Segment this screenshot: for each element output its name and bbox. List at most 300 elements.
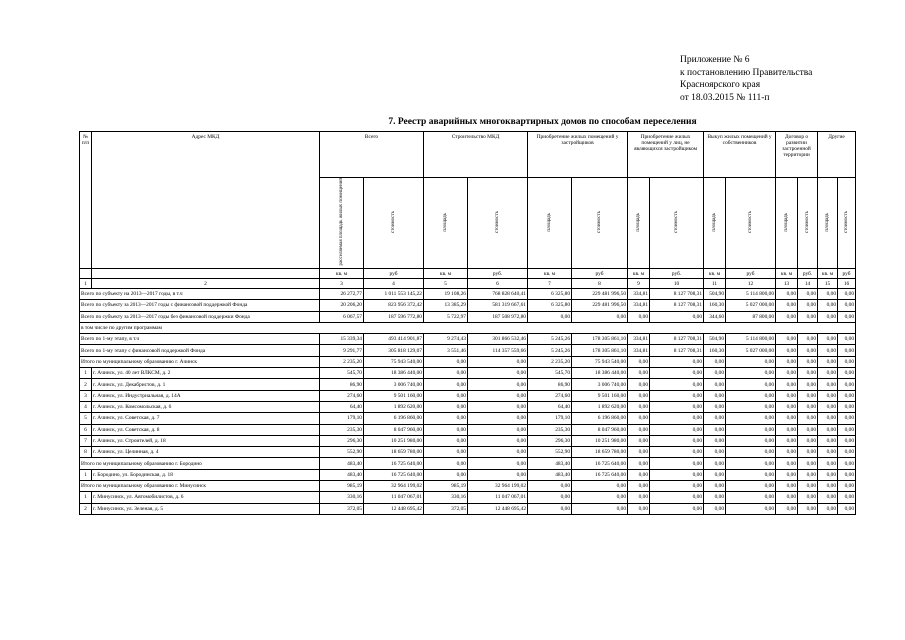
- value-cell: 0,00: [628, 413, 650, 424]
- col-number: 10: [650, 279, 704, 289]
- value-cell: 0,00: [628, 447, 650, 458]
- subheader-cost: стоимость: [650, 178, 704, 269]
- value-cell: 0,00: [424, 390, 468, 401]
- header-acq-non-builders: Приобретение жилых помещений у лиц, не являющихся застройщиком: [628, 132, 704, 178]
- value-cell: 0,00: [468, 368, 528, 379]
- value-cell: 0,00: [818, 413, 838, 424]
- value-cell: 0,00: [628, 356, 650, 367]
- unit-cell: руб.: [468, 269, 528, 279]
- value-cell: 0,00: [726, 435, 776, 446]
- row-label: Итого по муниципальному образованию г. Ачинск: [80, 356, 320, 367]
- value-cell: 0,00: [818, 311, 838, 322]
- table-row: [80, 390, 856, 401]
- value-cell: 0,00: [818, 368, 838, 379]
- value-cell: 9 291,77: [320, 345, 364, 356]
- value-cell: 0,00: [776, 469, 798, 480]
- value-cell: 0,00: [628, 311, 650, 322]
- value-cell: 0,00: [838, 469, 856, 480]
- value-cell: 1 011 553 145,22: [364, 289, 424, 300]
- value-cell: 0,00: [838, 401, 856, 412]
- value-cell: 0,00: [776, 458, 798, 469]
- value-cell: 0,00: [704, 379, 726, 390]
- value-cell: 504,90: [704, 334, 726, 345]
- value-cell: 160,30: [704, 300, 726, 311]
- value-cell: 6 325,80: [528, 289, 572, 300]
- value-cell: 0,00: [798, 492, 818, 503]
- row-number: 5: [80, 413, 92, 424]
- value-cell: 178 305 861,10: [572, 334, 628, 345]
- col-number: 12: [726, 279, 776, 289]
- value-cell: 8 047 960,00: [364, 424, 424, 435]
- value-cell: 0,00: [650, 469, 704, 480]
- value-cell: 0,00: [650, 413, 704, 424]
- subheader-cost: стоимость: [726, 178, 776, 269]
- subheader-area: площадь: [818, 178, 838, 269]
- col-number: 14: [798, 279, 818, 289]
- value-cell: 5 114 800,00: [726, 289, 776, 300]
- value-cell: 179,10: [528, 413, 572, 424]
- value-cell: 0,00: [650, 368, 704, 379]
- subtotal-row: [80, 458, 856, 469]
- table-row: [80, 469, 856, 480]
- value-cell: 0,00: [628, 481, 650, 492]
- value-cell: 0,00: [528, 481, 572, 492]
- value-cell: 0,00: [704, 401, 726, 412]
- subtotal-row: [80, 356, 856, 367]
- value-cell: 8 127 708,31: [650, 345, 704, 356]
- value-cell: 296,30: [528, 435, 572, 446]
- value-cell: 0,00: [818, 447, 838, 458]
- value-cell: 0,00: [726, 368, 776, 379]
- unit-cell: кв. м: [818, 269, 838, 279]
- value-cell: 296,30: [320, 435, 364, 446]
- value-cell: 0,00: [818, 379, 838, 390]
- subtotal-row: [80, 334, 856, 345]
- value-cell: 5 245,26: [528, 345, 572, 356]
- row-label: Всего по субъекту на 2013—2017 годы, в т.ч: [80, 289, 320, 300]
- col-number: 6: [468, 279, 528, 289]
- value-cell: 493 414 901,87: [364, 334, 424, 345]
- value-cell: 0,00: [776, 401, 798, 412]
- row-number: 1: [80, 492, 92, 503]
- value-cell: 0,00: [650, 503, 704, 514]
- value-cell: 545,70: [320, 368, 364, 379]
- value-cell: 0,00: [468, 401, 528, 412]
- value-cell: 0,00: [838, 447, 856, 458]
- value-cell: 0,00: [650, 447, 704, 458]
- value-cell: 0,00: [726, 356, 776, 367]
- row-address: г. Ачинск, ул. Советская, д. 8: [92, 424, 320, 435]
- value-cell: 3 006 740,00: [572, 379, 628, 390]
- value-cell: 0,00: [838, 413, 856, 424]
- value-cell: 15 339,34: [320, 334, 364, 345]
- value-cell: 11 047 067,01: [468, 492, 528, 503]
- value-cell: 0,00: [798, 413, 818, 424]
- value-cell: 0,00: [628, 424, 650, 435]
- header-construction: Строительство МКД: [424, 132, 528, 178]
- value-cell: 26 272,77: [320, 289, 364, 300]
- value-cell: 187 508 972,80: [468, 311, 528, 322]
- row-address: г. Минусинск, ул. Зеленая, д. 5: [92, 503, 320, 514]
- value-cell: 0,00: [468, 469, 528, 480]
- value-cell: 0,00: [798, 300, 818, 311]
- value-cell: 0,00: [818, 390, 838, 401]
- value-cell: 179,10: [320, 413, 364, 424]
- value-cell: 0,00: [818, 435, 838, 446]
- subheader-cost: стоимость: [838, 178, 856, 269]
- value-cell: 3 006 740,00: [364, 379, 424, 390]
- value-cell: 0,00: [424, 447, 468, 458]
- value-cell: 330,16: [424, 492, 468, 503]
- subtotal-row: [80, 345, 856, 356]
- value-cell: 0,00: [818, 481, 838, 492]
- value-cell: 0,00: [776, 503, 798, 514]
- table-row: [80, 447, 856, 458]
- row-label: Итого по муниципальному образованию г. Бородино: [80, 458, 320, 469]
- value-cell: 0,00: [572, 311, 628, 322]
- table-row: [80, 368, 856, 379]
- value-cell: 0,00: [818, 469, 838, 480]
- row-label: Всего по субъекту за 2013—2017 годы без финансовой поддержки Фонда: [80, 311, 320, 322]
- row-label: Итого по муниципальному образованию г. Минусинск: [80, 481, 320, 492]
- row-number: 6: [80, 424, 92, 435]
- value-cell: 160,30: [704, 345, 726, 356]
- value-cell: 13 385,29: [424, 300, 468, 311]
- value-cell: 0,00: [838, 458, 856, 469]
- row-number: 1: [80, 368, 92, 379]
- value-cell: 12 448 695,42: [468, 503, 528, 514]
- value-cell: 5 027 000,00: [726, 300, 776, 311]
- value-cell: 0,00: [650, 424, 704, 435]
- value-cell: 0,00: [818, 401, 838, 412]
- value-cell: 0,00: [838, 503, 856, 514]
- value-cell: 0,00: [776, 481, 798, 492]
- value-cell: 86,90: [528, 379, 572, 390]
- col-number: 3: [320, 279, 364, 289]
- value-cell: 0,00: [572, 492, 628, 503]
- unit-cell: руб: [364, 269, 424, 279]
- table-row: [80, 401, 856, 412]
- value-cell: 0,00: [798, 447, 818, 458]
- row-address: г. Минусинск, ул. Автомобилистов, д. 6: [92, 492, 320, 503]
- value-cell: 235,30: [320, 424, 364, 435]
- value-cell: 0,00: [628, 379, 650, 390]
- value-cell: 305 818 129,07: [364, 345, 424, 356]
- value-cell: 0,00: [528, 503, 572, 514]
- value-cell: 0,00: [468, 356, 528, 367]
- header-development: Договор о развитии застроенной территории: [776, 132, 818, 178]
- value-cell: 0,00: [776, 368, 798, 379]
- subtotal-row: [80, 311, 856, 322]
- value-cell: 0,00: [838, 368, 856, 379]
- value-cell: 0,00: [704, 413, 726, 424]
- value-cell: 0,00: [776, 300, 798, 311]
- value-cell: 11 047 067,01: [364, 492, 424, 503]
- value-cell: 0,00: [838, 311, 856, 322]
- value-cell: 483,40: [528, 469, 572, 480]
- value-cell: 0,00: [818, 356, 838, 367]
- value-cell: 0,00: [838, 345, 856, 356]
- row-address: г. Ачинск, ул. Целинная, д. 4: [92, 447, 320, 458]
- subheader-area: площадь: [628, 178, 650, 269]
- unit-cell: кв. м: [424, 269, 468, 279]
- table-row: [80, 379, 856, 390]
- value-cell: 16 725 640,00: [364, 458, 424, 469]
- value-cell: 0,00: [704, 458, 726, 469]
- value-cell: 985,19: [424, 481, 468, 492]
- row-label: Всего по 1-му этапу с финансовой поддержкой Фонда: [80, 345, 320, 356]
- value-cell: 8 127 708,31: [650, 334, 704, 345]
- value-cell: 10 251 980,00: [572, 435, 628, 446]
- appendix-line: от 18.03.2015 № 111-п: [680, 92, 770, 103]
- value-cell: 334,81: [628, 289, 650, 300]
- value-cell: 0,00: [628, 435, 650, 446]
- subheader-area: площадь: [528, 178, 572, 269]
- value-cell: 64,40: [528, 401, 572, 412]
- table-row: [80, 424, 856, 435]
- value-cell: 0,00: [468, 435, 528, 446]
- row-address: г. Ачинск, ул. Советская, д. 7: [92, 413, 320, 424]
- value-cell: 0,00: [798, 345, 818, 356]
- value-cell: 12 448 695,42: [364, 503, 424, 514]
- value-cell: 5 722,97: [424, 311, 468, 322]
- value-cell: 18 659 780,00: [364, 447, 424, 458]
- unit-cell: кв. м: [776, 269, 798, 279]
- value-cell: 2 235,20: [528, 356, 572, 367]
- value-cell: 0,00: [726, 413, 776, 424]
- value-cell: 0,00: [798, 379, 818, 390]
- row-number: 7: [80, 435, 92, 446]
- value-cell: 0,00: [628, 401, 650, 412]
- header-acq-builders: Приобретение жилых помещений у застройщиков: [528, 132, 628, 178]
- value-cell: 0,00: [704, 503, 726, 514]
- table-row: [80, 492, 856, 503]
- value-cell: 178 305 861,10: [572, 345, 628, 356]
- row-number: 3: [80, 390, 92, 401]
- value-cell: 0,00: [650, 390, 704, 401]
- value-cell: 6 325,80: [528, 300, 572, 311]
- value-cell: 0,00: [838, 390, 856, 401]
- value-cell: 0,00: [776, 390, 798, 401]
- value-cell: 9 501 160,00: [364, 390, 424, 401]
- col-number: 9: [628, 279, 650, 289]
- appendix-line: Красноярского края: [680, 80, 761, 90]
- value-cell: 1 892 620,00: [364, 401, 424, 412]
- value-cell: 0,00: [798, 503, 818, 514]
- value-cell: 0,00: [628, 368, 650, 379]
- value-cell: 0,00: [468, 424, 528, 435]
- value-cell: 20 206,20: [320, 300, 364, 311]
- value-cell: 64,40: [320, 401, 364, 412]
- value-cell: 0,00: [650, 401, 704, 412]
- row-address: г. Ачинск, ул. Декабристов, д. 1: [92, 379, 320, 390]
- value-cell: 0,00: [838, 424, 856, 435]
- value-cell: 0,00: [650, 311, 704, 322]
- value-cell: 0,00: [798, 424, 818, 435]
- row-address: г. Ачинск, ул. Комсомольская, д. 6: [92, 401, 320, 412]
- value-cell: 334,81: [628, 345, 650, 356]
- value-cell: 0,00: [838, 300, 856, 311]
- table-row: [80, 413, 856, 424]
- value-cell: 0,00: [424, 413, 468, 424]
- value-cell: 0,00: [776, 447, 798, 458]
- subtotal-row: [80, 289, 856, 300]
- value-cell: 0,00: [776, 435, 798, 446]
- document-title: 7. Реестр аварийных многоквартирных домов по способам переселения: [388, 117, 697, 127]
- row-address: г. Ачинск, ул. 40 лет ВЛКСМ, д. 2: [92, 368, 320, 379]
- value-cell: 0,00: [838, 334, 856, 345]
- subheader-area: площадь: [776, 178, 798, 269]
- value-cell: 0,00: [468, 390, 528, 401]
- value-cell: 0,00: [704, 481, 726, 492]
- value-cell: 16 725 640,00: [572, 458, 628, 469]
- row-number: 2: [80, 379, 92, 390]
- value-cell: 0,00: [468, 458, 528, 469]
- unit-cell: кв. м: [628, 269, 650, 279]
- value-cell: 0,00: [726, 458, 776, 469]
- subheader-area: площадь: [704, 178, 726, 269]
- value-cell: 0,00: [424, 435, 468, 446]
- value-cell: 0,00: [468, 413, 528, 424]
- value-cell: 0,00: [726, 492, 776, 503]
- row-address: г. Ачинск, ул. Строителей, д. 18: [92, 435, 320, 446]
- value-cell: 372,05: [320, 503, 364, 514]
- value-cell: 18 386 440,00: [572, 368, 628, 379]
- value-cell: 483,40: [320, 469, 364, 480]
- value-cell: 330,16: [320, 492, 364, 503]
- value-cell: 0,00: [704, 368, 726, 379]
- value-cell: 19 108,26: [424, 289, 468, 300]
- value-cell: 0,00: [818, 289, 838, 300]
- section-label-row: [80, 322, 856, 333]
- value-cell: 0,00: [798, 401, 818, 412]
- value-cell: 0,00: [838, 492, 856, 503]
- value-cell: 0,00: [528, 492, 572, 503]
- unit-cell: руб: [726, 269, 776, 279]
- section-label: в том числе по другим программам: [80, 322, 856, 333]
- subheader-total-area: расселяемая площадь жилых помещений: [320, 178, 364, 269]
- value-cell: 0,00: [798, 289, 818, 300]
- value-cell: 0,00: [628, 469, 650, 480]
- row-address: г. Ачинск, ул. Индустриальная, д. 14А: [92, 390, 320, 401]
- value-cell: 5 114 800,00: [726, 334, 776, 345]
- value-cell: 0,00: [704, 356, 726, 367]
- value-cell: 552,90: [528, 447, 572, 458]
- value-cell: 823 956 372,42: [364, 300, 424, 311]
- value-cell: 0,00: [798, 390, 818, 401]
- value-cell: 0,00: [798, 469, 818, 480]
- value-cell: 75 943 540,00: [364, 356, 424, 367]
- value-cell: 0,00: [776, 356, 798, 367]
- value-cell: 3 551,46: [424, 345, 468, 356]
- value-cell: 0,00: [776, 379, 798, 390]
- value-cell: 483,40: [320, 458, 364, 469]
- value-cell: 8 047 960,00: [572, 424, 628, 435]
- col-number: 8: [572, 279, 628, 289]
- value-cell: 0,00: [838, 481, 856, 492]
- value-cell: 985,19: [320, 481, 364, 492]
- value-cell: 0,00: [628, 492, 650, 503]
- value-cell: 0,00: [650, 481, 704, 492]
- value-cell: 0,00: [628, 390, 650, 401]
- value-cell: 229 481 996,50: [572, 289, 628, 300]
- row-number: 4: [80, 401, 92, 412]
- header-num: № п/п: [80, 132, 92, 269]
- value-cell: 0,00: [572, 481, 628, 492]
- value-cell: 0,00: [726, 379, 776, 390]
- header-row-groups: [80, 132, 856, 178]
- value-cell: 0,00: [704, 492, 726, 503]
- value-cell: 372,05: [424, 503, 468, 514]
- value-cell: 0,00: [838, 379, 856, 390]
- value-cell: 0,00: [726, 390, 776, 401]
- value-cell: 0,00: [798, 334, 818, 345]
- value-cell: 16 725 640,00: [572, 469, 628, 480]
- unit-cell: руб: [838, 269, 856, 279]
- unit-cell: кв. м: [528, 269, 572, 279]
- value-cell: 10 251 980,00: [364, 435, 424, 446]
- value-cell: 0,00: [424, 469, 468, 480]
- value-cell: 0,00: [424, 368, 468, 379]
- value-cell: 0,00: [628, 458, 650, 469]
- value-cell: 6 196 860,00: [572, 413, 628, 424]
- subheader-area: площадь: [424, 178, 468, 269]
- value-cell: 0,00: [776, 311, 798, 322]
- row-label: Всего по субъекту за 2013—2017 годы с финансовой поддержкой Фонда: [80, 300, 320, 311]
- value-cell: 0,00: [726, 401, 776, 412]
- subheader-total-cost: стоимость: [364, 178, 424, 269]
- value-cell: 0,00: [818, 503, 838, 514]
- value-cell: 9 501 160,00: [572, 390, 628, 401]
- value-cell: 0,00: [798, 435, 818, 446]
- value-cell: 581 319 667,61: [468, 300, 528, 311]
- value-cell: 18 659 780,00: [572, 447, 628, 458]
- value-cell: 0,00: [424, 401, 468, 412]
- value-cell: 6 067,57: [320, 311, 364, 322]
- value-cell: 0,00: [726, 469, 776, 480]
- value-cell: 0,00: [424, 356, 468, 367]
- unit-cell: руб: [572, 269, 628, 279]
- value-cell: 0,00: [650, 492, 704, 503]
- value-cell: 0,00: [424, 458, 468, 469]
- value-cell: 187 596 772,80: [364, 311, 424, 322]
- header-total: Всего: [320, 132, 424, 178]
- value-cell: 0,00: [468, 379, 528, 390]
- unit-cell: кв. м: [704, 269, 726, 279]
- value-cell: 334,81: [628, 334, 650, 345]
- value-cell: 0,00: [424, 379, 468, 390]
- table-row: [80, 503, 856, 514]
- value-cell: 1 892 620,00: [572, 401, 628, 412]
- value-cell: 334,81: [628, 300, 650, 311]
- value-cell: 0,00: [776, 334, 798, 345]
- value-cell: 32 964 199,02: [468, 481, 528, 492]
- value-cell: 0,00: [798, 311, 818, 322]
- value-cell: 301 866 532,46: [468, 334, 528, 345]
- value-cell: 0,00: [528, 311, 572, 322]
- value-cell: 552,90: [320, 447, 364, 458]
- value-cell: 0,00: [798, 458, 818, 469]
- col-number: 11: [704, 279, 726, 289]
- registry-table: [79, 131, 856, 515]
- value-cell: 6 196 860,00: [364, 413, 424, 424]
- value-cell: 483,40: [528, 458, 572, 469]
- value-cell: 0,00: [776, 413, 798, 424]
- col-number: 1: [80, 279, 92, 289]
- value-cell: 0,00: [650, 379, 704, 390]
- value-cell: 5 245,26: [528, 334, 572, 345]
- value-cell: 0,00: [650, 356, 704, 367]
